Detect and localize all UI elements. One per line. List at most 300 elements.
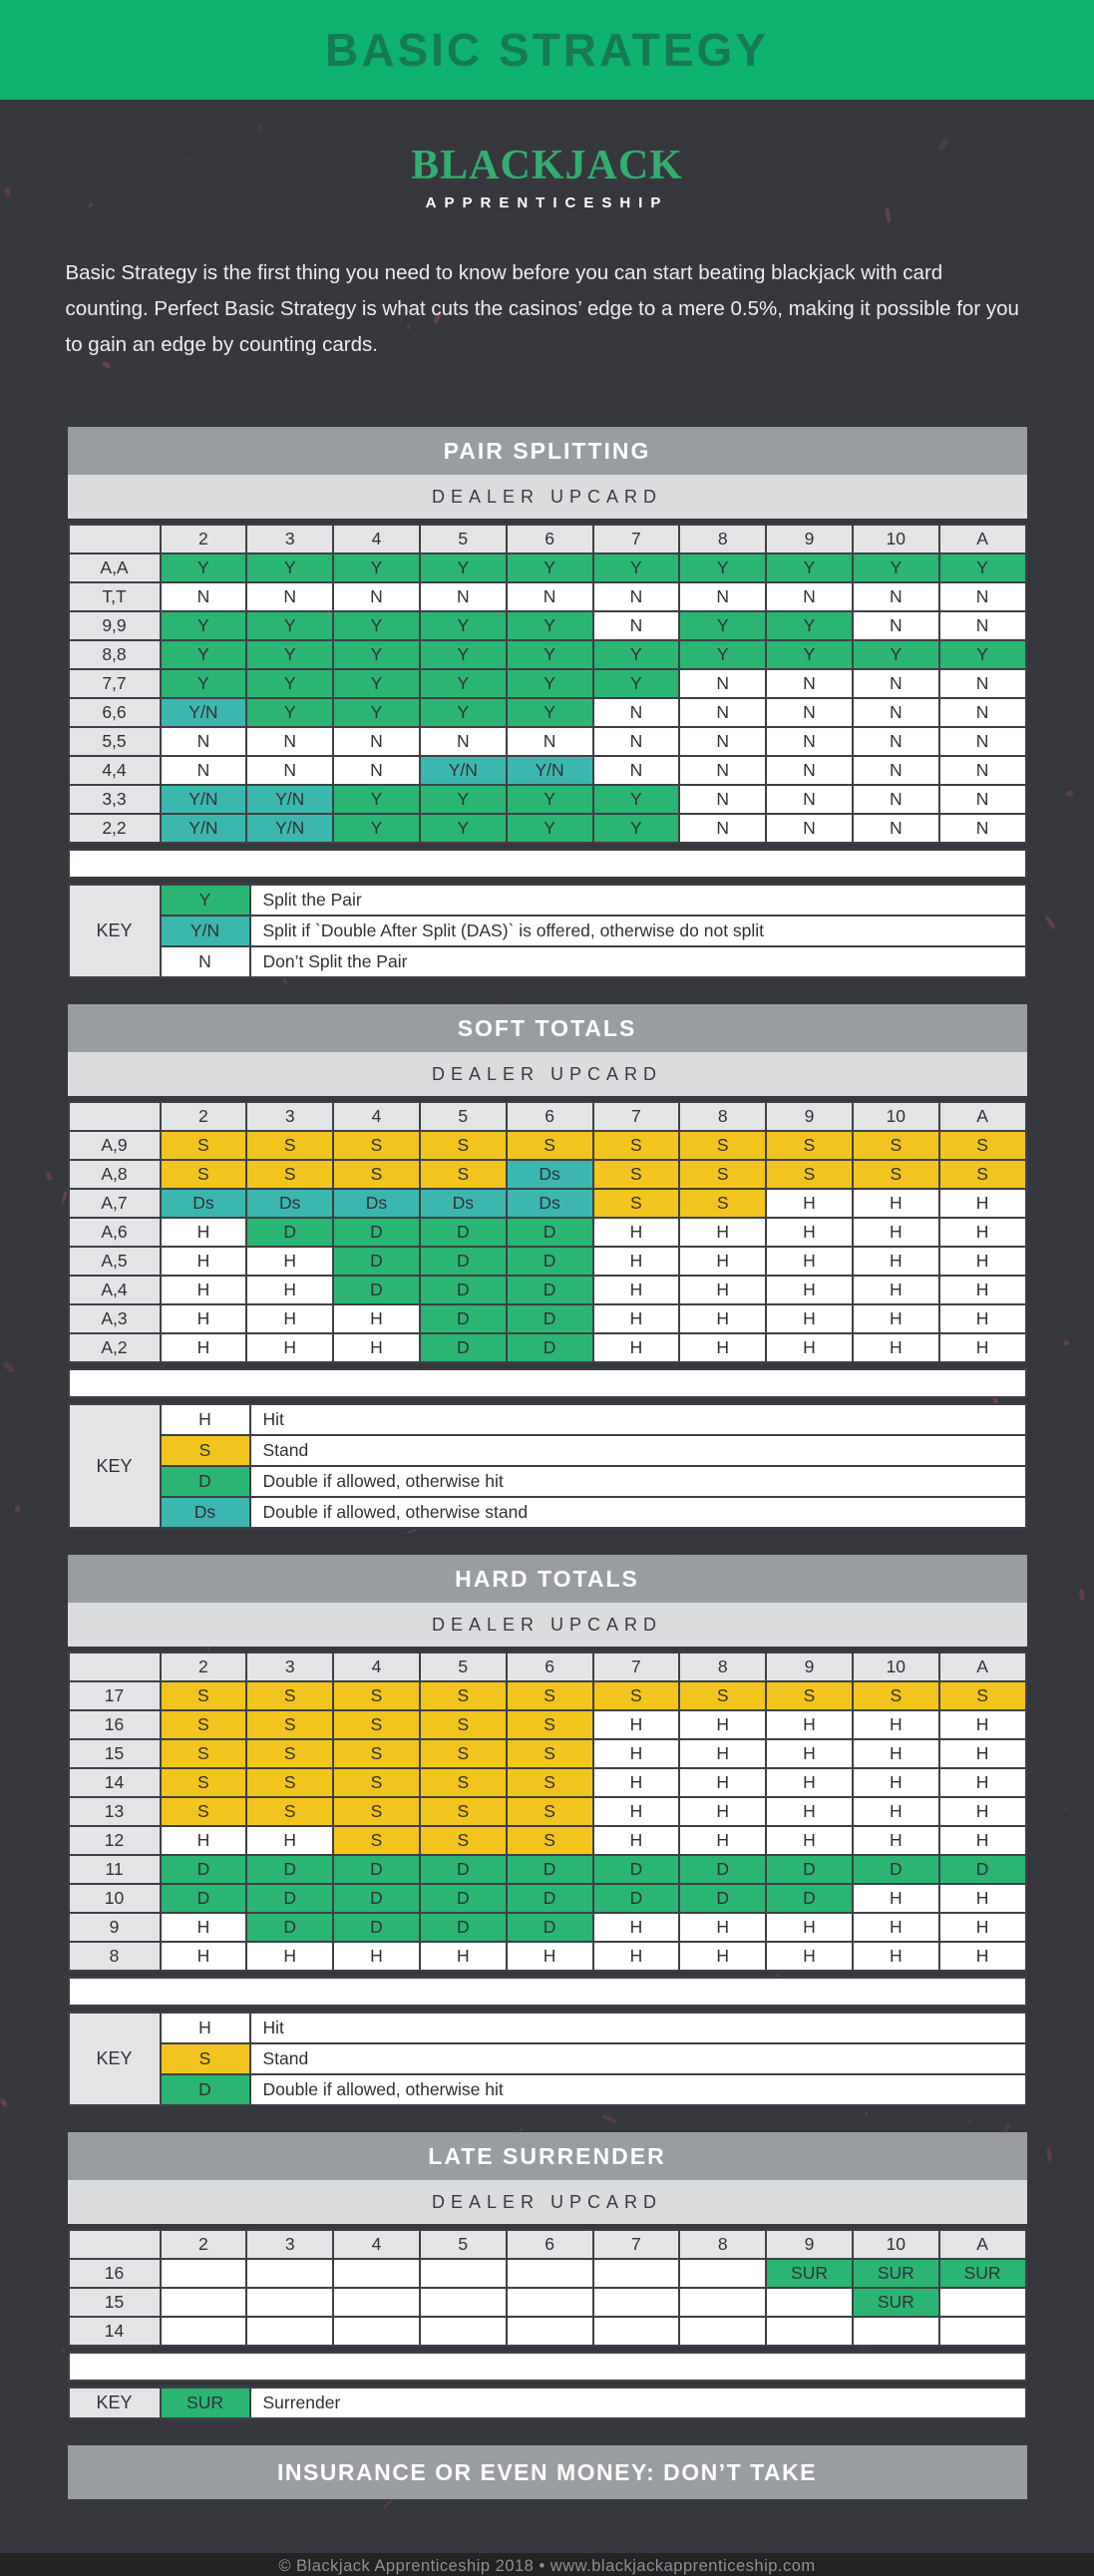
- column-header: 5: [421, 2231, 506, 2258]
- strategy-cell: H: [680, 1943, 765, 1970]
- strategy-cell: H: [247, 1305, 332, 1332]
- page-header: [0, 0, 1094, 100]
- strategy-cell: S: [247, 1161, 332, 1188]
- strategy-cell: H: [162, 1219, 246, 1246]
- strategy-cell: H: [162, 1277, 246, 1303]
- strategy-cell: D: [162, 1856, 246, 1883]
- spacer-row: [68, 2352, 1027, 2382]
- column-header: 5: [421, 1654, 506, 1680]
- strategy-cell: H: [594, 1769, 679, 1796]
- row-label: 2,2: [70, 815, 160, 842]
- strategy-cell: H: [767, 1248, 852, 1275]
- strategy-cell: Y/N: [421, 757, 506, 784]
- column-header: 5: [421, 1103, 506, 1130]
- strategy-cell: H: [854, 1190, 938, 1217]
- strategy-cell: H: [247, 1277, 332, 1303]
- strategy-cell: [421, 2260, 506, 2287]
- strategy-cell: H: [680, 1914, 765, 1941]
- column-header: 6: [508, 1103, 592, 1130]
- strategy-cell: H: [940, 1914, 1025, 1941]
- strategy-cell: Y: [508, 786, 592, 813]
- strategy-cell: Y: [421, 670, 506, 697]
- strategy-cell: Y: [421, 554, 506, 581]
- content-area: [0, 100, 1094, 2576]
- row-label: 13: [70, 1798, 160, 1825]
- column-header: 4: [334, 1654, 419, 1680]
- strategy-cell: N: [247, 728, 332, 755]
- strategy-cell: H: [767, 1219, 852, 1246]
- column-header: 4: [334, 526, 419, 552]
- strategy-cell: N: [680, 815, 765, 842]
- strategy-cell: Y: [247, 641, 332, 668]
- strategy-cell: N: [854, 728, 938, 755]
- strategy-cell: S: [334, 1798, 419, 1825]
- column-header: 10: [854, 1103, 938, 1130]
- strategy-cell: Ds: [162, 1190, 246, 1217]
- strategy-cell: Y: [334, 699, 419, 726]
- strategy-cell: N: [162, 728, 246, 755]
- strategy-cell: H: [680, 1798, 765, 1825]
- strategy-cell: N: [162, 583, 246, 610]
- strategy-cell: [940, 2289, 1025, 2316]
- strategy-cell: D: [247, 1856, 332, 1883]
- corner-cell: [70, 2231, 160, 2258]
- strategy-cell: D: [594, 1885, 679, 1912]
- strategy-cell: D: [508, 1856, 592, 1883]
- column-header: 3: [247, 1654, 332, 1680]
- column-header: 2: [162, 526, 246, 552]
- strategy-cell: H: [854, 1305, 938, 1332]
- strategy-cell: Y: [247, 699, 332, 726]
- strategy-cell: D: [767, 1885, 852, 1912]
- strategy-cell: S: [508, 1769, 592, 1796]
- row-label: 16: [70, 1711, 160, 1738]
- strategy-cell: N: [854, 757, 938, 784]
- strategy-cell: D: [334, 1277, 419, 1303]
- strategy-cell: H: [767, 1305, 852, 1332]
- column-header: 5: [421, 526, 506, 552]
- strategy-cell: H: [940, 1827, 1025, 1854]
- strategy-cell: Y/N: [247, 815, 332, 842]
- strategy-cell: H: [247, 1943, 332, 1970]
- strategy-cell: S: [421, 1740, 506, 1767]
- corner-cell: [70, 1103, 160, 1130]
- strategy-cell: N: [767, 583, 852, 610]
- strategy-cell: D: [421, 1856, 506, 1883]
- strategy-cell: D: [594, 1856, 679, 1883]
- strategy-cell: Y: [594, 786, 679, 813]
- strategy-cell: D: [334, 1248, 419, 1275]
- column-header: 2: [162, 1103, 246, 1130]
- strategy-cell: H: [854, 1827, 938, 1854]
- strategy-cell: H: [854, 1334, 938, 1361]
- strategy-cell: S: [247, 1682, 332, 1709]
- strategy-cell: Y: [334, 554, 419, 581]
- strategy-cell: D: [421, 1305, 506, 1332]
- strategy-cell: H: [940, 1711, 1025, 1738]
- column-header: 3: [247, 2231, 332, 2258]
- strategy-cell: D: [508, 1277, 592, 1303]
- section-title: HARD TOTALS: [68, 1555, 1027, 1603]
- dealer-upcard-label: DEALER UPCARD: [68, 1052, 1027, 1096]
- strategy-cell: H: [594, 1277, 679, 1303]
- strategy-cell: N: [334, 583, 419, 610]
- strategy-cell: Y: [680, 554, 765, 581]
- strategy-cell: N: [421, 728, 506, 755]
- strategy-cell: S: [854, 1132, 938, 1159]
- strategy-cell: [247, 2289, 332, 2316]
- strategy-cell: H: [594, 1914, 679, 1941]
- strategy-cell: D: [508, 1334, 592, 1361]
- row-label: A,6: [70, 1219, 160, 1246]
- strategy-cell: N: [594, 612, 679, 639]
- strategy-cell: [508, 2260, 592, 2287]
- strategy-cell: S: [162, 1682, 246, 1709]
- strategy-cell: S: [680, 1132, 765, 1159]
- strategy-cell: D: [508, 1219, 592, 1246]
- strategy-cell: H: [680, 1219, 765, 1246]
- strategy-cell: [247, 2318, 332, 2345]
- strategy-cell: Y: [854, 641, 938, 668]
- strategy-cell: S: [767, 1161, 852, 1188]
- strategy-cell: D: [421, 1219, 506, 1246]
- strategy-cell: N: [940, 786, 1025, 813]
- column-header: A: [940, 1103, 1025, 1130]
- section-title: PAIR SPLITTING: [68, 427, 1027, 475]
- section-hard-totals: [68, 1555, 1027, 2106]
- column-header: 2: [162, 1654, 246, 1680]
- strategy-cell: H: [940, 1740, 1025, 1767]
- strategy-grid: [68, 1652, 1027, 1972]
- key-code-cell: H: [162, 1405, 249, 1434]
- row-label: A,8: [70, 1161, 160, 1188]
- strategy-cell: Y: [334, 815, 419, 842]
- strategy-cell: S: [508, 1827, 592, 1854]
- key-code-cell: D: [162, 2075, 249, 2104]
- strategy-cell: S: [247, 1132, 332, 1159]
- strategy-cell: H: [940, 1769, 1025, 1796]
- strategy-cell: Y: [162, 612, 246, 639]
- dealer-upcard-label: DEALER UPCARD: [68, 1603, 1027, 1647]
- strategy-cell: H: [940, 1277, 1025, 1303]
- strategy-grid: [68, 2229, 1027, 2347]
- strategy-cell: N: [767, 786, 852, 813]
- key-description: Split if `Double After Split (DAS)` is offered, otherwise do not split: [251, 917, 1025, 945]
- strategy-cell: H: [767, 1827, 852, 1854]
- strategy-cell: N: [247, 583, 332, 610]
- strategy-cell: H: [854, 1798, 938, 1825]
- row-label: A,2: [70, 1334, 160, 1361]
- strategy-cell: N: [421, 583, 506, 610]
- brand-wordmark: BLACKJACK: [411, 143, 683, 188]
- strategy-cell: S: [680, 1682, 765, 1709]
- column-header: 7: [594, 1103, 679, 1130]
- strategy-cell: Y: [334, 612, 419, 639]
- strategy-cell: S: [508, 1682, 592, 1709]
- strategy-cell: H: [594, 1219, 679, 1246]
- column-header: 4: [334, 2231, 419, 2258]
- strategy-cell: H: [680, 1248, 765, 1275]
- column-header: 10: [854, 2231, 938, 2258]
- strategy-cell: D: [334, 1219, 419, 1246]
- strategy-cell: H: [680, 1277, 765, 1303]
- strategy-cell: S: [247, 1798, 332, 1825]
- strategy-cell: S: [247, 1740, 332, 1767]
- key-description: Double if allowed, otherwise hit: [251, 2075, 1025, 2104]
- strategy-cell: Y: [421, 786, 506, 813]
- strategy-cell: D: [247, 1219, 332, 1246]
- strategy-cell: N: [594, 583, 679, 610]
- dealer-upcard-label: DEALER UPCARD: [68, 475, 1027, 519]
- row-label: 7,7: [70, 670, 160, 697]
- strategy-cell: Y: [508, 612, 592, 639]
- row-label: 15: [70, 2289, 160, 2316]
- strategy-cell: H: [162, 1914, 246, 1941]
- strategy-cell: D: [334, 1885, 419, 1912]
- strategy-cell: D: [508, 1885, 592, 1912]
- strategy-cell: N: [334, 728, 419, 755]
- strategy-cell: [162, 2260, 246, 2287]
- strategy-cell: S: [334, 1711, 419, 1738]
- strategy-cell: H: [940, 1305, 1025, 1332]
- strategy-cell: N: [594, 728, 679, 755]
- key-code-cell: S: [162, 1436, 249, 1465]
- row-label: 14: [70, 1769, 160, 1796]
- strategy-cell: H: [334, 1305, 419, 1332]
- strategy-cell: Y: [421, 815, 506, 842]
- row-label: A,9: [70, 1132, 160, 1159]
- column-header: 2: [162, 2231, 246, 2258]
- column-header: 7: [594, 526, 679, 552]
- strategy-cell: H: [247, 1334, 332, 1361]
- row-label: 3,3: [70, 786, 160, 813]
- key-description: Hit: [251, 1405, 1025, 1434]
- section-title: SOFT TOTALS: [68, 1004, 1027, 1052]
- strategy-cell: H: [334, 1334, 419, 1361]
- strategy-cell: Y/N: [508, 757, 592, 784]
- strategy-cell: H: [854, 1943, 938, 1970]
- spacer-row: [68, 849, 1027, 879]
- column-header: A: [940, 1654, 1025, 1680]
- row-label: 17: [70, 1682, 160, 1709]
- strategy-cell: Y/N: [162, 815, 246, 842]
- section-late-surrender: [68, 2132, 1027, 2419]
- strategy-cell: Y: [247, 612, 332, 639]
- strategy-cell: H: [247, 1248, 332, 1275]
- strategy-cell: H: [680, 1711, 765, 1738]
- strategy-cell: H: [594, 1740, 679, 1767]
- strategy-cell: H: [854, 1219, 938, 1246]
- strategy-cell: H: [594, 1248, 679, 1275]
- section-soft-totals: [68, 1004, 1027, 1529]
- strategy-cell: H: [594, 1827, 679, 1854]
- strategy-cell: S: [334, 1769, 419, 1796]
- strategy-cell: Y: [767, 612, 852, 639]
- strategy-cell: H: [767, 1740, 852, 1767]
- strategy-cell: N: [854, 670, 938, 697]
- strategy-cell: D: [334, 1856, 419, 1883]
- strategy-cell: Y: [162, 554, 246, 581]
- strategy-cell: S: [162, 1740, 246, 1767]
- strategy-cell: Y: [594, 554, 679, 581]
- strategy-cell: Y: [680, 612, 765, 639]
- strategy-cell: H: [162, 1305, 246, 1332]
- strategy-cell: N: [508, 583, 592, 610]
- strategy-cell: [162, 2289, 246, 2316]
- row-label: 8,8: [70, 641, 160, 668]
- row-label: 14: [70, 2318, 160, 2345]
- strategy-cell: H: [854, 1740, 938, 1767]
- strategy-cell: S: [767, 1132, 852, 1159]
- key-code-cell: D: [162, 1467, 249, 1496]
- strategy-cell: H: [767, 1943, 852, 1970]
- strategy-cell: [162, 2318, 246, 2345]
- strategy-cell: S: [162, 1711, 246, 1738]
- strategy-cell: N: [767, 757, 852, 784]
- strategy-cell: N: [854, 612, 938, 639]
- strategy-cell: Y: [421, 612, 506, 639]
- strategy-cell: [594, 2318, 679, 2345]
- strategy-cell: Y: [334, 641, 419, 668]
- strategy-cell: N: [680, 786, 765, 813]
- strategy-cell: H: [854, 1885, 938, 1912]
- strategy-cell: S: [508, 1132, 592, 1159]
- page-title: BASIC STRATEGY: [325, 24, 769, 76]
- strategy-cell: S: [940, 1132, 1025, 1159]
- strategy-cell: [594, 2260, 679, 2287]
- strategy-cell: S: [940, 1161, 1025, 1188]
- strategy-cell: N: [854, 815, 938, 842]
- strategy-cell: S: [421, 1827, 506, 1854]
- strategy-cell: S: [680, 1190, 765, 1217]
- strategy-cell: S: [247, 1711, 332, 1738]
- column-header: 8: [680, 1103, 765, 1130]
- strategy-cell: S: [594, 1190, 679, 1217]
- strategy-cell: D: [162, 1885, 246, 1912]
- key-description: Hit: [251, 2014, 1025, 2042]
- strategy-cell: S: [162, 1132, 246, 1159]
- strategy-cell: H: [421, 1943, 506, 1970]
- strategy-cell: Ds: [334, 1190, 419, 1217]
- strategy-cell: H: [854, 1277, 938, 1303]
- strategy-cell: H: [680, 1334, 765, 1361]
- strategy-cell: D: [421, 1277, 506, 1303]
- strategy-cell: [767, 2289, 852, 2316]
- strategy-cell: [247, 2260, 332, 2287]
- strategy-cell: Y: [594, 670, 679, 697]
- strategy-cell: Y: [247, 670, 332, 697]
- strategy-cell: S: [421, 1798, 506, 1825]
- row-label: 5,5: [70, 728, 160, 755]
- strategy-cell: D: [421, 1248, 506, 1275]
- strategy-cell: S: [594, 1682, 679, 1709]
- strategy-cell: Y/N: [247, 786, 332, 813]
- strategy-cell: S: [421, 1682, 506, 1709]
- row-label: 11: [70, 1856, 160, 1883]
- strategy-cell: S: [334, 1161, 419, 1188]
- strategy-cell: N: [940, 670, 1025, 697]
- key-description: Double if allowed, otherwise hit: [251, 1467, 1025, 1496]
- column-header: 6: [508, 2231, 592, 2258]
- row-label: A,5: [70, 1248, 160, 1275]
- strategy-cell: [680, 2289, 765, 2316]
- brand-subtitle: APPRENTICESHIP: [425, 194, 669, 211]
- strategy-cell: Y: [594, 815, 679, 842]
- strategy-cell: D: [940, 1856, 1025, 1883]
- strategy-cell: SUR: [854, 2289, 938, 2316]
- key-label: KEY: [70, 1405, 160, 1527]
- key-block: [68, 1403, 1027, 1529]
- row-label: 9,9: [70, 612, 160, 639]
- footer-credit: © Blackjack Apprenticeship 2018 • www.blackjackapprenticeship.com: [278, 2557, 816, 2575]
- strategy-cell: Ds: [247, 1190, 332, 1217]
- strategy-cell: S: [508, 1711, 592, 1738]
- column-header: 8: [680, 526, 765, 552]
- strategy-cell: N: [767, 815, 852, 842]
- key-code-cell: SUR: [162, 2389, 249, 2417]
- strategy-cell: D: [508, 1248, 592, 1275]
- strategy-cell: [680, 2318, 765, 2345]
- strategy-cell: H: [247, 1827, 332, 1854]
- strategy-cell: [334, 2318, 419, 2345]
- strategy-cell: D: [854, 1856, 938, 1883]
- strategy-cell: H: [767, 1334, 852, 1361]
- strategy-cell: S: [594, 1132, 679, 1159]
- section-title: LATE SURRENDER: [68, 2132, 1027, 2180]
- intro-paragraph: Basic Strategy is the first thing you need to know before you can start beating blackjack with card counting. Perfect Basic Strategy is what cuts the casinos’ edge to a mere 0.5%, making it possible for you to gain an edge by counting cards.: [65, 261, 1019, 356]
- strategy-cell: D: [508, 1305, 592, 1332]
- strategy-cell: Y: [854, 554, 938, 581]
- strategy-cell: [334, 2289, 419, 2316]
- strategy-cell: [680, 2260, 765, 2287]
- strategy-cell: Y: [162, 641, 246, 668]
- strategy-cell: S: [940, 1682, 1025, 1709]
- column-header: A: [940, 526, 1025, 552]
- strategy-cell: D: [421, 1885, 506, 1912]
- row-label: 8: [70, 1943, 160, 1970]
- strategy-cell: [334, 2260, 419, 2287]
- strategy-cell: S: [421, 1132, 506, 1159]
- strategy-cell: N: [940, 612, 1025, 639]
- strategy-cell: N: [594, 699, 679, 726]
- dealer-upcard-label: DEALER UPCARD: [68, 2180, 1027, 2224]
- strategy-cell: H: [767, 1277, 852, 1303]
- column-header: 9: [767, 2231, 852, 2258]
- insurance-banner: INSURANCE OR EVEN MONEY: DON’T TAKE: [68, 2445, 1027, 2499]
- strategy-cell: [854, 2318, 938, 2345]
- strategy-cell: D: [680, 1885, 765, 1912]
- strategy-cell: Y: [334, 670, 419, 697]
- strategy-cell: N: [508, 728, 592, 755]
- key-description: Surrender: [251, 2389, 1025, 2417]
- strategy-cell: H: [508, 1943, 592, 1970]
- strategy-cell: [508, 2318, 592, 2345]
- key-code-cell: Ds: [162, 1498, 249, 1527]
- strategy-cell: D: [421, 1334, 506, 1361]
- strategy-cell: H: [767, 1769, 852, 1796]
- strategy-cell: S: [162, 1161, 246, 1188]
- strategy-cell: N: [767, 728, 852, 755]
- strategy-cell: S: [508, 1740, 592, 1767]
- strategy-cell: H: [767, 1711, 852, 1738]
- strategy-cell: [508, 2289, 592, 2316]
- strategy-cell: Y: [767, 554, 852, 581]
- strategy-cell: D: [247, 1885, 332, 1912]
- strategy-cell: H: [680, 1827, 765, 1854]
- strategy-cell: H: [594, 1711, 679, 1738]
- strategy-grid: [68, 524, 1027, 844]
- strategy-cell: H: [680, 1769, 765, 1796]
